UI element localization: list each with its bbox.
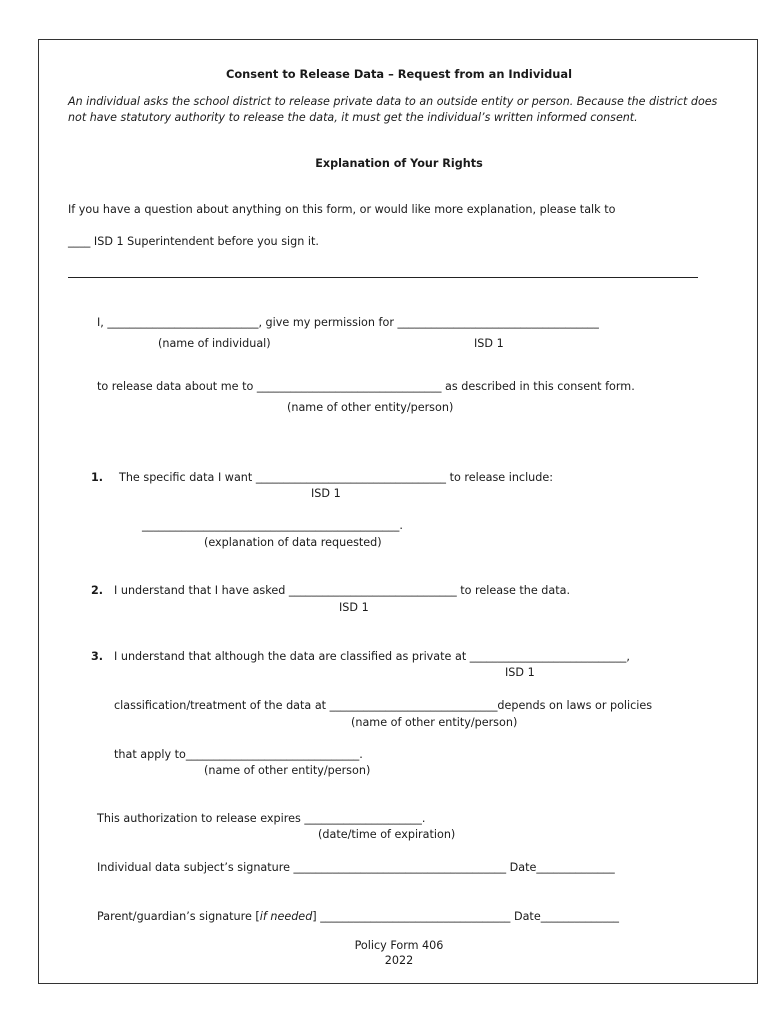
parent-signature-prefix: Parent/guardian’s signature [ bbox=[97, 910, 260, 923]
item-3-caption-2: (name of other entity/person) bbox=[351, 716, 518, 729]
question-line-2: ____ ISD 1 Superintendent before you sign it. bbox=[68, 235, 319, 248]
form-title: Consent to Release Data – Request from an Individual bbox=[226, 67, 572, 81]
expiry-line: This authorization to release expires _____________________. bbox=[97, 812, 426, 825]
caption-individual: (name of individual) bbox=[158, 337, 271, 350]
item-3-caption-3: (name of other entity/person) bbox=[204, 764, 371, 777]
form-page bbox=[38, 39, 758, 984]
footer-policy: Policy Form 406 bbox=[354, 939, 444, 952]
item-3-number: 3. bbox=[91, 650, 104, 663]
caption-district: ISD 1 bbox=[474, 337, 504, 350]
form-intro: An individual asks the school district to release private data to an outside entity or person. Because the district does not have statutory authority to release the data, it must get the individual’s written informed consent. bbox=[68, 95, 718, 124]
release-line: to release data about me to _________________________________ as described in this consent form. bbox=[97, 380, 635, 393]
item-1-caption-2: (explanation of data requested) bbox=[204, 536, 382, 549]
caption-entity: (name of other entity/person) bbox=[287, 401, 454, 414]
item-3-line-3: that apply to_______________________________. bbox=[114, 748, 363, 761]
parent-signature-line bbox=[97, 910, 619, 924]
item-1-caption: ISD 1 bbox=[311, 487, 341, 500]
item-2-caption: ISD 1 bbox=[339, 601, 369, 614]
item-1-line: The specific data I want __________________________________ to release include: bbox=[119, 471, 554, 484]
expiry-caption: (date/time of expiration) bbox=[318, 828, 456, 841]
section-divider bbox=[68, 277, 698, 278]
permission-line: I, ___________________________, give my permission for ____________________________________ bbox=[97, 316, 599, 329]
item-3-caption: ISD 1 bbox=[505, 666, 535, 679]
rights-heading: Explanation of Your Rights bbox=[315, 157, 483, 170]
parent-signature-if-needed: if needed bbox=[259, 910, 313, 923]
item-3-line: I understand that although the data are classified as private at ____________________________, bbox=[114, 650, 630, 663]
item-1-number: 1. bbox=[91, 471, 104, 484]
item-2-line: I understand that I have asked ______________________________ to release the data. bbox=[114, 584, 571, 597]
item-3-line-2: classification/treatment of the data at ______________________________depends on laws or policies bbox=[114, 699, 653, 712]
parent-signature-suffix: ] __________________________________ Date______________ bbox=[312, 910, 620, 923]
footer-year: 2022 bbox=[384, 954, 414, 967]
item-1-line-2: ______________________________________________. bbox=[142, 519, 403, 532]
subject-signature-line: Individual data subject’s signature ______________________________________ Date______________ bbox=[97, 861, 615, 874]
item-2-number: 2. bbox=[91, 584, 104, 597]
question-line-1: If you have a question about anything on this form, or would like more explanation, please talk to bbox=[68, 203, 616, 216]
